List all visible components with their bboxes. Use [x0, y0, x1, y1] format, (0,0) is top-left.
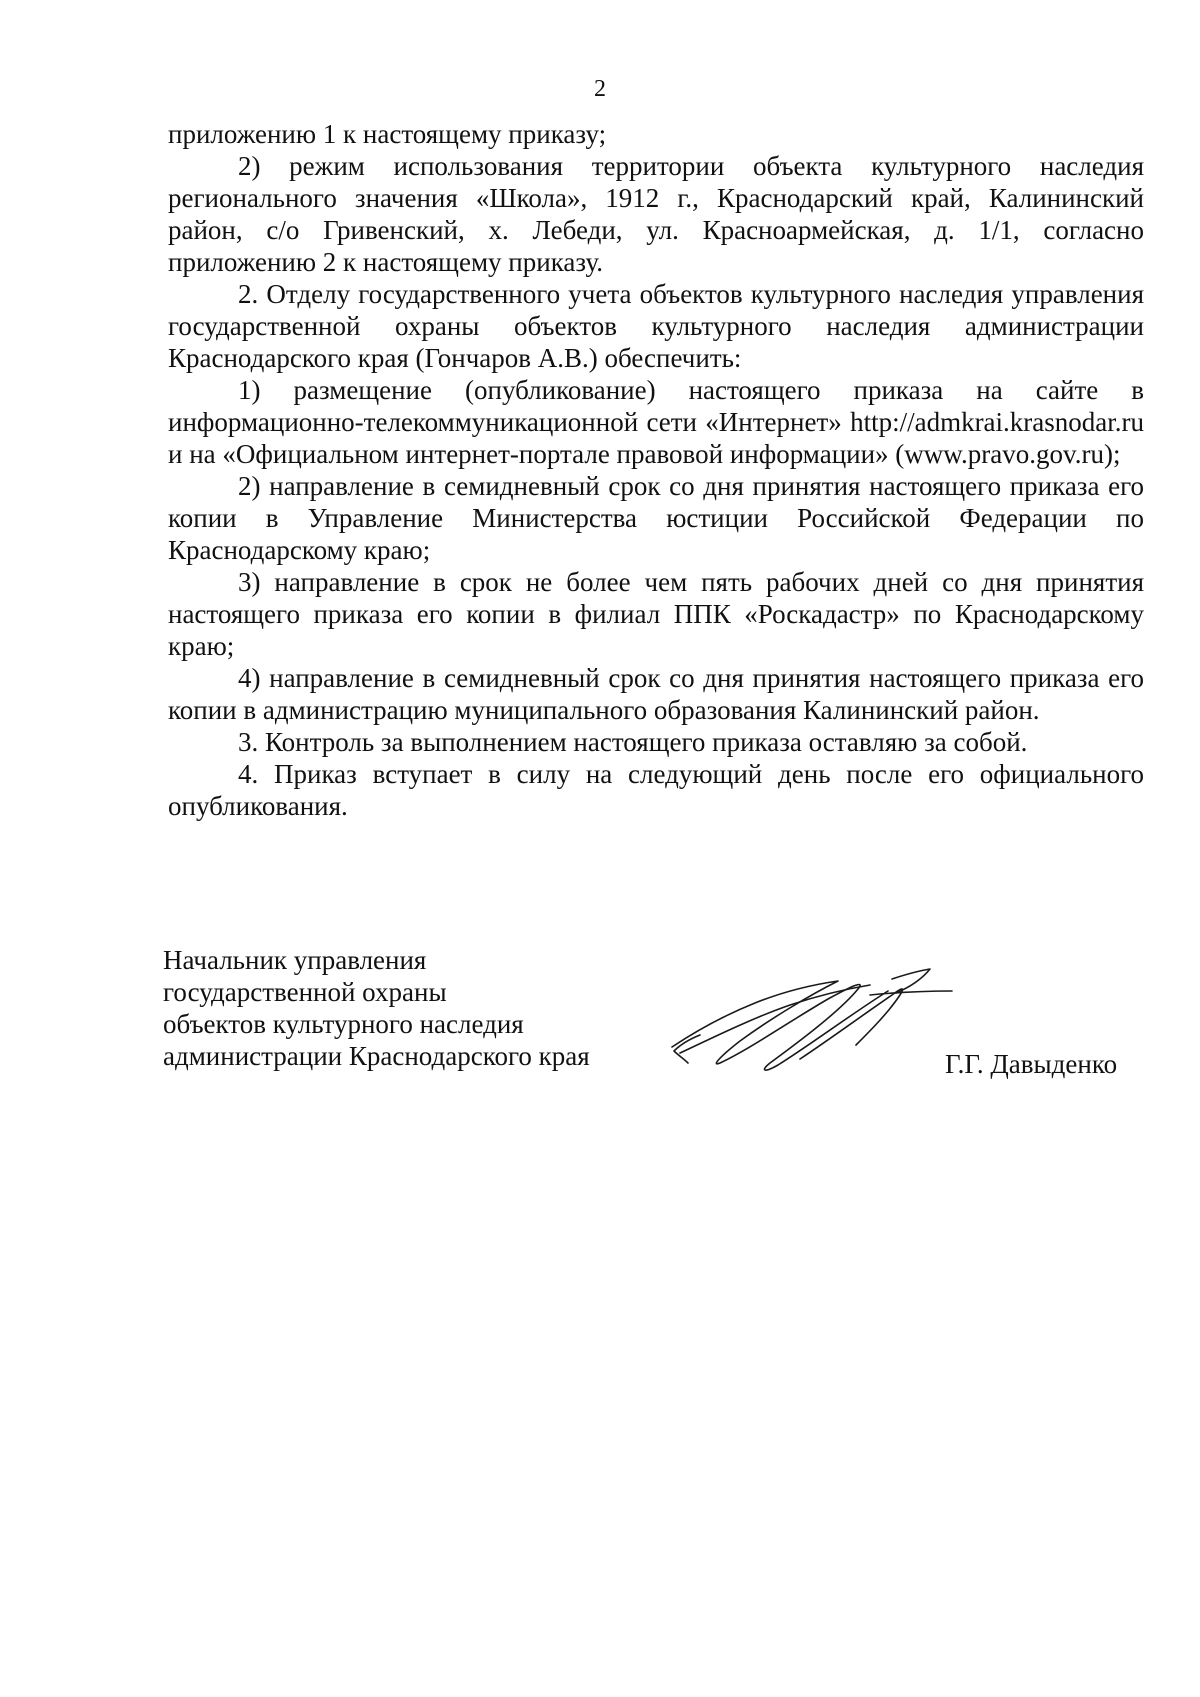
signer-position	[163, 944, 590, 1072]
signer-position-line: Начальник управления	[163, 945, 427, 975]
paragraph: 2) режим использования территории объекта культурного наследия регионального значения «Школа», 1912 г., Краснодарский край, Калининский район, с/о Гривенский, х. Лебеди, ул. Красноармейская, д. 1/1, согласно приложению 2 к настоящему приказу.	[168, 151, 1144, 277]
paragraph: 4. Приказ вступает в силу на следующий день после его официального опубликования.	[168, 759, 1144, 821]
handwritten-signature	[660, 955, 960, 1085]
signer-position-line: объектов культурного наследия	[163, 1009, 524, 1039]
signer-position-line: администрации Краснодарского края	[163, 1041, 590, 1071]
paragraph: 2. Отделу государственного учета объектов культурного наследия управления государственной охраны объектов культурного наследия администрации Краснодарского края (Гончаров А.В.) обеспечить:	[168, 279, 1144, 373]
paragraph: 1) размещение (опубликование) настоящего приказа на сайте в информационно-телекоммуникационной сети «Интернет» http://admkrai.krasnodar.ru и на «Официальном интернет-портале правовой информации» (www.pravo.gov.ru);	[168, 375, 1144, 469]
page-number: 2	[594, 76, 606, 102]
paragraph: 3) направление в срок не более чем пять рабочих дней со дня принятия настоящего приказа его копии в филиал ППК «Роскадастр» по Краснодарскому краю;	[168, 567, 1144, 661]
paragraph: приложению 1 к настоящему приказу;	[168, 119, 607, 149]
document-body	[168, 118, 1144, 822]
paragraph: 4) направление в семидневный срок со дня принятия настоящего приказа его копии в администрацию муниципального образования Калининский район.	[168, 663, 1144, 725]
signer-name: Г.Г. Давыденко	[945, 1049, 1118, 1079]
paragraph: 2) направление в семидневный срок со дня принятия настоящего приказа его копии в Управление Министерства юстиции Российской Федерации по Краснодарскому краю;	[168, 471, 1144, 565]
paragraph: 3. Контроль за выполнением настоящего приказа оставляю за собой.	[238, 727, 1028, 757]
signer-position-line: государственной охраны	[163, 977, 447, 1007]
